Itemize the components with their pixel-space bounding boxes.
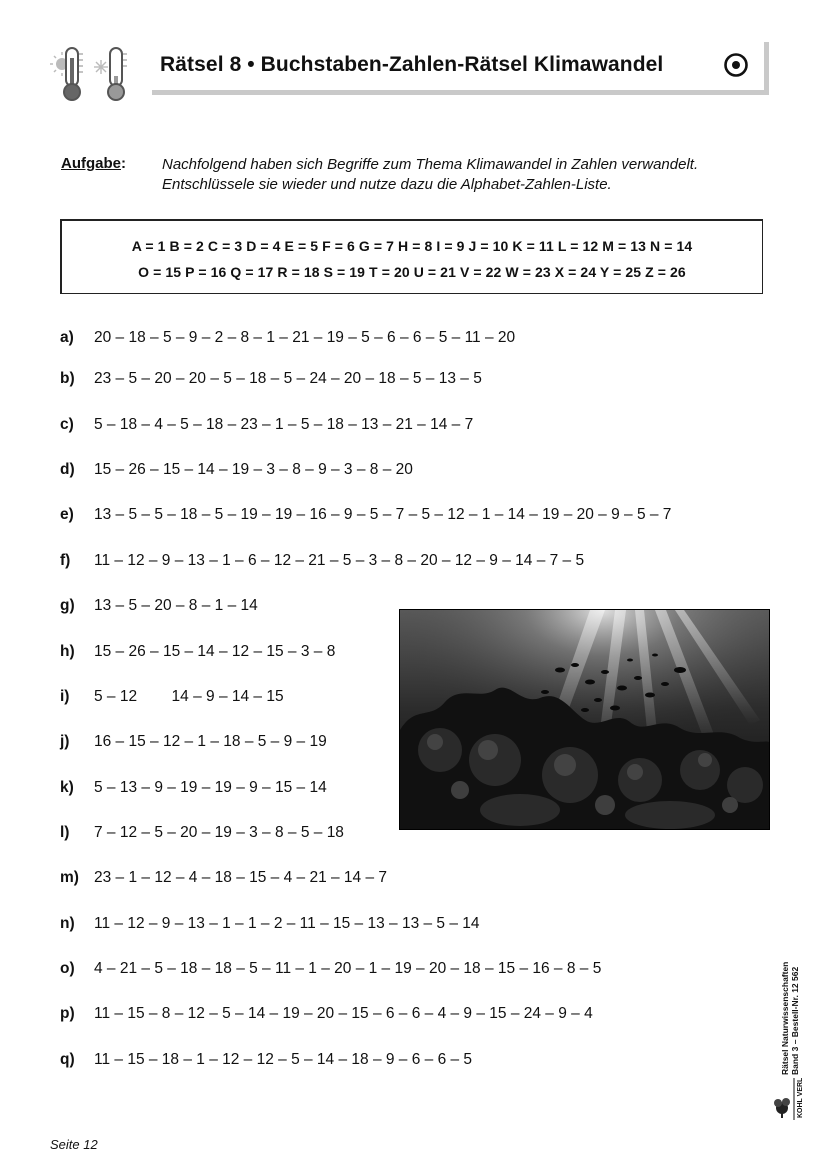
tree-icon — [774, 1098, 790, 1118]
task-label — [61, 155, 126, 172]
puzzle-label: p) — [60, 1005, 75, 1022]
publication-info-text — [780, 905, 810, 1075]
puzzle-label: o) — [60, 960, 75, 977]
puzzle-sequence: 23 – 1 – 12 – 4 – 18 – 15 – 4 – 21 – 14 – 7 — [94, 869, 388, 886]
thermometer-snow-icon — [94, 48, 127, 100]
puzzle-label: g) — [60, 597, 75, 614]
task-instructions — [162, 155, 772, 195]
alphabet-line-2: O = 15 P = 16 Q = 17 R = 18 S = 19 T = 20 U = 21 V = 22 W = 23 X = 24 Y = 25 Z = 26 — [138, 264, 686, 280]
alphabet-key-box — [60, 219, 763, 294]
puzzle-sequence: 11 – 15 – 18 – 1 – 12 – 12 – 5 – 14 – 18 – 9 – 6 – 6 – 5 — [94, 1051, 473, 1068]
puzzle-label: q) — [60, 1051, 75, 1068]
alphabet-line-1: A = 1 B = 2 C = 3 D = 4 E = 5 F = 6 G = 7 H = 8 I = 9 J = 10 K = 11 L = 12 M = 13 N = 14 — [131, 238, 693, 254]
puzzle-sequence: 20 – 18 – 5 – 9 – 2 – 8 – 1 – 21 – 19 – 5 – 6 – 6 – 5 – 11 – 20 — [94, 329, 516, 346]
puzzle-label: m) — [60, 869, 79, 886]
puzzle-sequence: 5 – 18 – 4 – 5 – 18 – 23 – 1 – 5 – 18 – 13 – 21 – 14 – 7 — [94, 416, 474, 433]
puzzle-sequence: 4 – 21 – 5 – 18 – 18 – 5 – 11 – 1 – 20 – 1 – 19 – 20 – 18 – 15 – 16 – 8 – 5 — [94, 960, 602, 977]
page-number: Seite 12 — [50, 1137, 98, 1152]
puzzle-sequence: 15 – 26 – 15 – 14 – 19 – 3 – 8 – 9 – 3 – 8 – 20 — [94, 461, 413, 478]
puzzle-label: d) — [60, 461, 75, 478]
task-line-2: Entschlüssele sie wieder und nutze dazu die Alphabet-Zahlen-Liste. — [162, 176, 612, 193]
task-label-colon: : — [121, 155, 126, 172]
puzzle-label: l) — [60, 824, 70, 841]
puzzle-label: i) — [60, 688, 70, 705]
puzzle-label: c) — [60, 416, 74, 433]
order-number: Band 3 – Bestell-Nr. 12 562 — [790, 966, 800, 1075]
puzzle-sequence: 5 – 13 – 9 – 19 – 19 – 9 – 15 – 14 — [94, 779, 327, 796]
puzzle-label: n) — [60, 915, 75, 932]
puzzle-sequence: 5 – 12 14 – 9 – 14 – 15 — [94, 688, 284, 705]
puzzle-sequence: 23 – 5 – 20 – 20 – 5 – 18 – 5 – 24 – 20 – 18 – 5 – 13 – 5 — [94, 370, 482, 387]
publisher-logo — [772, 1078, 806, 1120]
target-icon — [723, 52, 749, 78]
puzzle-label: h) — [60, 643, 75, 660]
task-line-1: Nachfolgend haben sich Begriffe zum Thema Klimawandel in Zahlen verwandelt. — [162, 156, 699, 173]
puzzle-sequence: 15 – 26 – 15 – 14 – 12 – 15 – 3 – 8 — [94, 643, 336, 660]
puzzle-sequence: 16 – 15 – 12 – 1 – 18 – 5 – 9 – 19 — [94, 733, 327, 750]
publication-info — [780, 905, 810, 1075]
puzzle-sequence: 13 – 5 – 5 – 18 – 5 – 19 – 19 – 16 – 9 – 5 – 7 – 5 – 12 – 1 – 14 – 19 – 20 – 9 – 5 – 7 — [94, 506, 672, 523]
puzzle-sequence: 11 – 12 – 9 – 13 – 1 – 6 – 12 – 21 – 5 – 3 – 8 – 20 – 12 – 9 – 14 – 7 – 5 — [94, 552, 585, 569]
puzzle-label: j) — [60, 733, 70, 750]
puzzle-label: k) — [60, 779, 74, 796]
puzzle-label: e) — [60, 506, 74, 523]
puzzle-label: a) — [60, 329, 74, 346]
task-label-text: Aufgabe — [61, 155, 121, 172]
page-title: Rätsel 8 • Buchstaben-Zahlen-Rätsel Klimawandel — [160, 53, 664, 76]
puzzle-sequence: 11 – 12 – 9 – 13 – 1 – 1 – 2 – 11 – 15 – 13 – 13 – 5 – 14 — [94, 915, 480, 932]
puzzle-label: b) — [60, 370, 75, 387]
publisher-logo-text: KOHL VERLAG — [797, 1078, 804, 1118]
title-banner — [152, 42, 769, 95]
coral-reef-photo — [399, 609, 770, 830]
series-title: Rätsel Naturwissenschaften — [780, 961, 790, 1075]
thermometer-sun-icon — [50, 48, 83, 100]
puzzle-sequence: 13 – 5 – 20 – 8 – 1 – 14 — [94, 597, 258, 614]
puzzle-label: f) — [60, 552, 71, 569]
header-thermometer-icons — [50, 44, 142, 102]
puzzle-sequence: 7 – 12 – 5 – 20 – 19 – 3 – 8 – 5 – 18 — [94, 824, 344, 841]
puzzle-sequence: 11 – 15 – 8 – 12 – 5 – 14 – 19 – 20 – 15 – 6 – 6 – 4 – 9 – 15 – 24 – 9 – 4 — [94, 1005, 593, 1022]
